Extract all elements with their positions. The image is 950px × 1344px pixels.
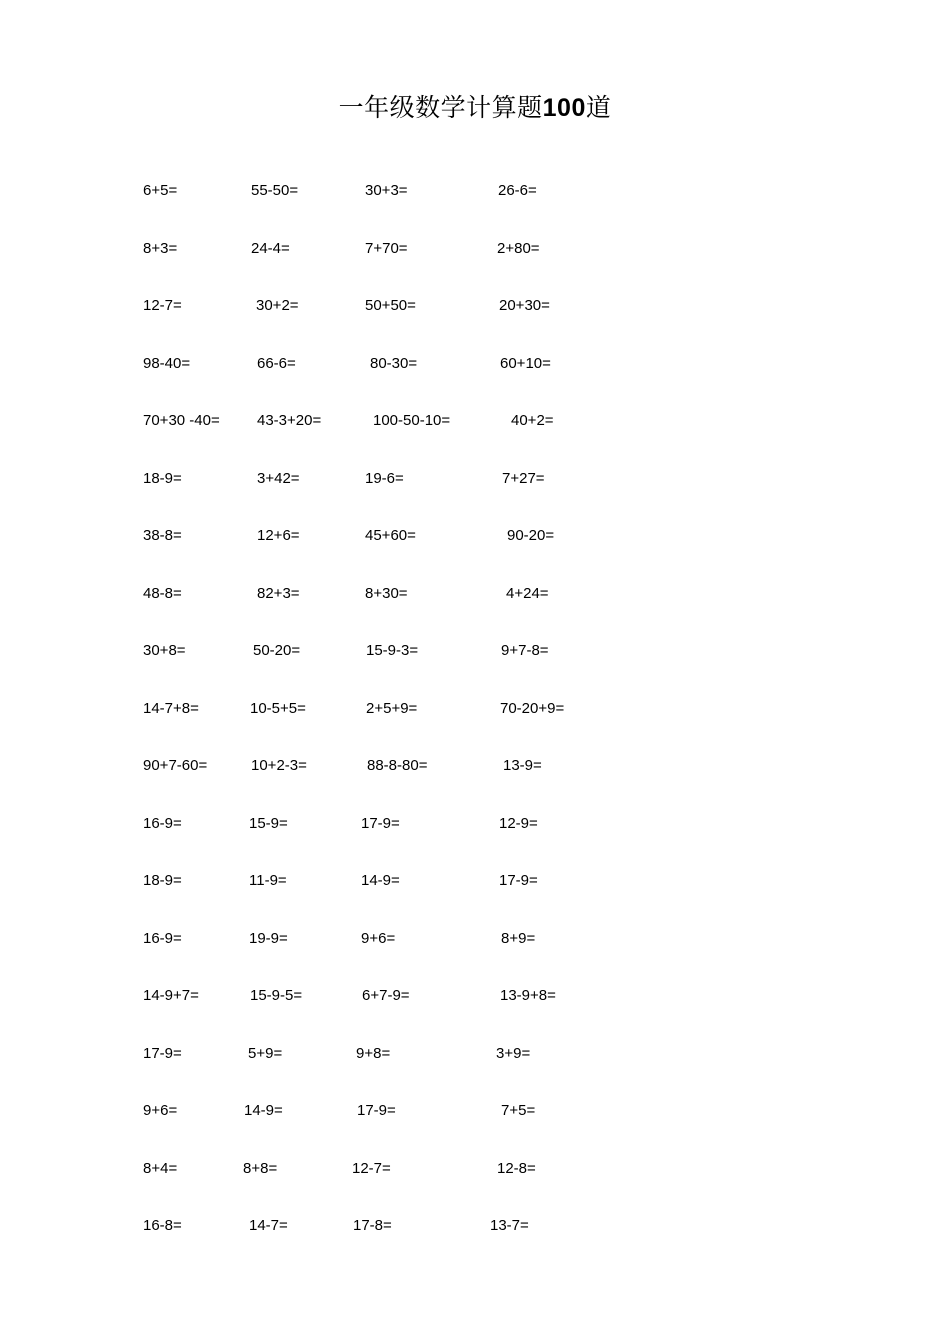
problem-item: 7+5=: [501, 1102, 536, 1119]
problem-item: 12-7=: [352, 1159, 391, 1177]
problem-item: 60+10=: [500, 354, 551, 372]
problem-item: 45+60=: [365, 527, 416, 544]
problem-item: 80-30=: [370, 354, 418, 372]
problem-item: 9+8=: [356, 1044, 391, 1062]
problem-item: 8+4=: [143, 1159, 178, 1177]
problem-item: 43-3+20=: [257, 412, 322, 429]
problem-item: 18-9=: [143, 872, 182, 889]
problem-item: 12-8=: [497, 1159, 536, 1177]
problem-item: 5+9=: [248, 1044, 283, 1062]
problem-row: [0, 296, 950, 316]
problem-item: 7+27=: [502, 469, 545, 487]
problem-row: [0, 354, 950, 374]
problem-item: 2+80=: [497, 239, 540, 257]
problem-item: 19-9=: [249, 929, 288, 947]
problem-item: 17-9=: [499, 872, 538, 889]
problem-item: 3+42=: [257, 469, 300, 487]
problem-item: 88-8-80=: [367, 757, 428, 774]
problem-row: [0, 469, 950, 489]
title-suffix: 道: [585, 93, 612, 122]
problem-item: 13-9=: [503, 757, 542, 774]
problem-row: [0, 756, 950, 776]
problem-item: 20+30=: [499, 297, 550, 314]
problem-item: 30+8=: [143, 642, 186, 659]
problem-item: 10-5+5=: [250, 699, 306, 717]
problem-item: 38-8=: [143, 527, 182, 544]
problem-row: [0, 1216, 950, 1236]
problem-item: 30+3=: [365, 182, 408, 199]
problem-item: 9+6=: [361, 929, 396, 947]
problem-item: 14-7=: [249, 1217, 288, 1234]
problem-item: 26-6=: [498, 182, 537, 199]
problem-row: [0, 411, 950, 431]
problem-item: 15-9-3=: [366, 642, 419, 659]
problem-item: 9+6=: [143, 1102, 178, 1119]
problem-item: 12-9=: [499, 814, 538, 832]
problem-item: 13-9+8=: [500, 987, 556, 1004]
problem-row: [0, 239, 950, 259]
problem-item: 50-20=: [253, 642, 301, 659]
problem-item: 98-40=: [143, 354, 191, 372]
problem-item: 70-20+9=: [500, 699, 565, 717]
problem-row: [0, 1044, 950, 1064]
problem-item: 2+5+9=: [366, 699, 418, 717]
problem-item: 40+2=: [511, 412, 554, 429]
problem-item: 90-20=: [507, 527, 555, 544]
problem-item: 70+30 -40=: [143, 412, 220, 429]
problem-row: [0, 929, 950, 949]
problem-item: 3+9=: [496, 1044, 531, 1062]
problem-item: 17-8=: [353, 1217, 392, 1234]
problem-item: 8+8=: [243, 1159, 278, 1177]
problem-item: 17-9=: [361, 814, 400, 832]
problem-row: [0, 871, 950, 891]
problem-item: 50+50=: [365, 297, 416, 314]
title-number: 100: [542, 94, 586, 122]
problem-item: 9+7-8=: [501, 642, 549, 659]
problem-item: 12-7=: [143, 297, 182, 314]
problem-item: 24-4=: [251, 239, 290, 257]
problem-item: 15-9-5=: [250, 987, 303, 1004]
problem-item: 11-9=: [249, 872, 287, 889]
problem-item: 13-7=: [490, 1217, 529, 1234]
problem-item: 16-9=: [143, 814, 182, 832]
problem-row: [0, 986, 950, 1006]
problem-item: 18-9=: [143, 469, 182, 487]
problem-item: 6+5=: [143, 182, 178, 199]
problem-row: [0, 641, 950, 661]
problem-item: 14-9=: [361, 872, 400, 889]
problem-item: 16-9=: [143, 929, 182, 947]
problem-item: 8+9=: [501, 929, 536, 947]
problem-item: 90+7-60=: [143, 757, 208, 774]
problem-item: 10+2-3=: [251, 757, 307, 774]
problem-item: 8+30=: [365, 584, 408, 602]
problem-row: [0, 1159, 950, 1179]
problem-item: 16-8=: [143, 1217, 182, 1234]
problem-row: [0, 584, 950, 604]
problem-item: 14-9+7=: [143, 987, 199, 1004]
problem-item: 48-8=: [143, 584, 182, 602]
problem-item: 15-9=: [249, 814, 288, 832]
problem-item: 14-9=: [244, 1102, 283, 1119]
problem-item: 17-9=: [357, 1102, 396, 1119]
problem-item: 19-6=: [365, 469, 404, 487]
problem-item: 7+70=: [365, 239, 408, 257]
problem-item: 82+3=: [257, 584, 300, 602]
problem-row: [0, 526, 950, 546]
problem-item: 30+2=: [256, 297, 299, 314]
title-text: 一年级数学计算题: [338, 93, 543, 122]
problem-item: 4+24=: [506, 584, 549, 602]
problem-item: 17-9=: [143, 1044, 182, 1062]
problem-row: [0, 814, 950, 834]
problem-item: 12+6=: [257, 527, 300, 544]
problem-row: [0, 181, 950, 201]
problem-row: [0, 1101, 950, 1121]
problem-item: 66-6=: [257, 354, 296, 372]
problem-item: 100-50-10=: [373, 412, 451, 429]
problem-item: 14-7+8=: [143, 699, 199, 717]
problem-item: 55-50=: [251, 182, 299, 199]
problem-row: [0, 699, 950, 719]
problem-item: 6+7-9=: [362, 987, 410, 1004]
problem-item: 8+3=: [143, 239, 178, 257]
